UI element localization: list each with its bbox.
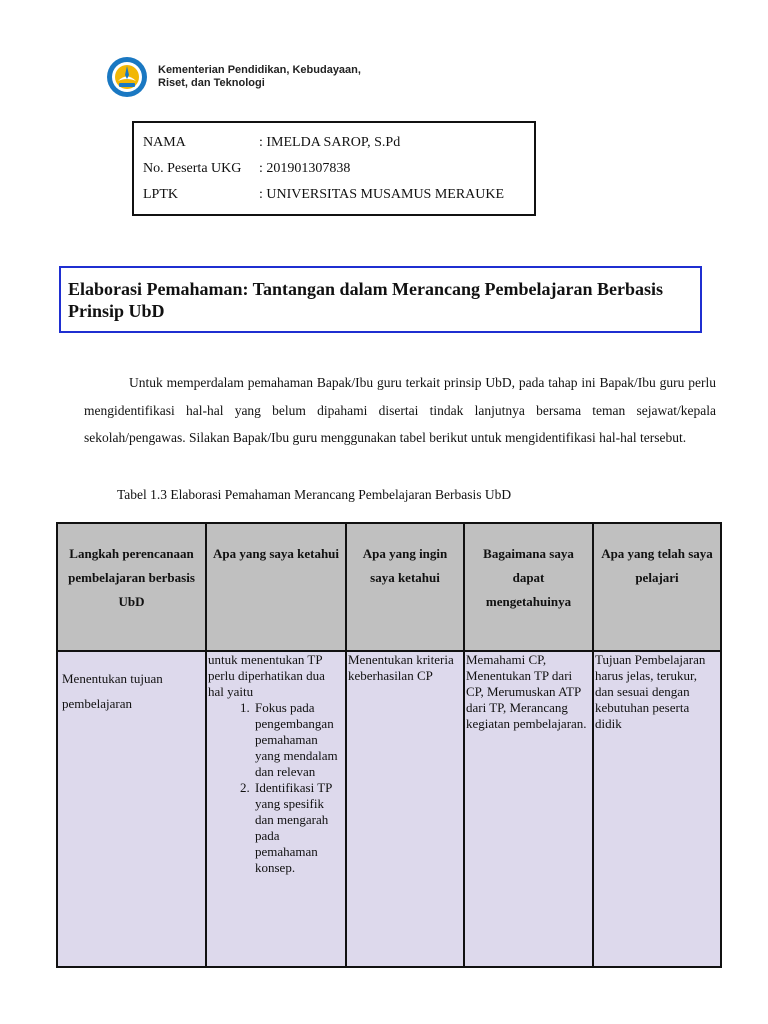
section-title: Elaborasi Pemahaman: Tantangan dalam Merancang Pembelajaran Berbasis Prinsip UbD <box>68 279 664 321</box>
header-step: Langkah perencanaan pembelajaran berbasis UbD <box>57 523 206 651</box>
intro-paragraph-text: Untuk memperdalam pemahaman Bapak/Ibu guru terkait prinsip UbD, pada tahap ini Bapak/Ibu guru perlu mengidentifikasi hal-hal yang belum dipahami disertai tindak lanjutnya bersama teman sejawat/kepala sekolah/pengawas. Silakan Bapak/Ibu guru menggunakan tabel berikut untuk mengidentifikasi hal-hal tersebut. <box>84 375 716 445</box>
cell-step: Menentukan tujuan pembelajaran <box>57 651 206 967</box>
identity-label: LPTK <box>143 187 178 202</box>
table-row <box>57 651 721 967</box>
identity-value: : UNIVERSITAS MUSAMUS MERAUKE <box>259 187 505 202</box>
section-title-box <box>59 266 702 333</box>
ministry-line-2: Riset, dan Teknologi <box>158 77 265 89</box>
table-header-row <box>57 523 721 651</box>
identity-row-name <box>143 130 534 156</box>
ministry-line-1: Kementerian Pendidikan, Kebudayaan, <box>158 64 361 76</box>
header-known: Apa yang saya ketahui <box>206 523 346 651</box>
header-want-to-know: Apa yang ingin saya ketahui <box>346 523 464 651</box>
header-learned: Apa yang telah saya pelajari <box>593 523 721 651</box>
identity-row-ukg-number <box>143 156 534 182</box>
identity-value: : 201901307838 <box>259 161 351 176</box>
known-list <box>208 700 344 876</box>
header-how: Bagaimana saya dapat mengetahuinya <box>464 523 593 651</box>
ministry-header <box>106 56 361 98</box>
cell-want-to-know: Menentukan kriteria keberhasilan CP <box>346 651 464 967</box>
participant-identity-box <box>132 121 536 216</box>
identity-row-lptk <box>143 182 534 208</box>
cell-known <box>206 651 346 967</box>
identity-label: No. Peserta UKG <box>143 161 242 176</box>
list-item: 2. Identifikasi TP yang spesifik dan mengarah pada pemahaman konsep. <box>253 780 344 876</box>
table-caption: Tabel 1.3 Elaborasi Pemahaman Merancang Pembelajaran Berbasis UbD <box>117 487 512 502</box>
tut-wuri-handayani-logo <box>106 56 148 98</box>
intro-paragraph <box>84 369 716 452</box>
list-item: 1. Fokus pada pengembangan pemahaman yang mendalam dan relevan <box>253 700 344 780</box>
cell-learned: Tujuan Pembelajaran harus jelas, terukur, dan sesuai dengan kebutuhan peserta didik <box>593 651 721 967</box>
cell-how: Memahami CP, Menentukan TP dari CP, Merumuskan ATP dari TP, Merancang kegiatan pembelajaran. <box>464 651 593 967</box>
elaboration-table <box>56 522 722 968</box>
known-intro: untuk menentukan TP perlu diperhatikan dua hal yaitu <box>208 652 325 699</box>
identity-value: : IMELDA SAROP, S.Pd <box>259 135 401 150</box>
ministry-name <box>158 64 361 90</box>
identity-label: NAMA <box>143 135 186 150</box>
